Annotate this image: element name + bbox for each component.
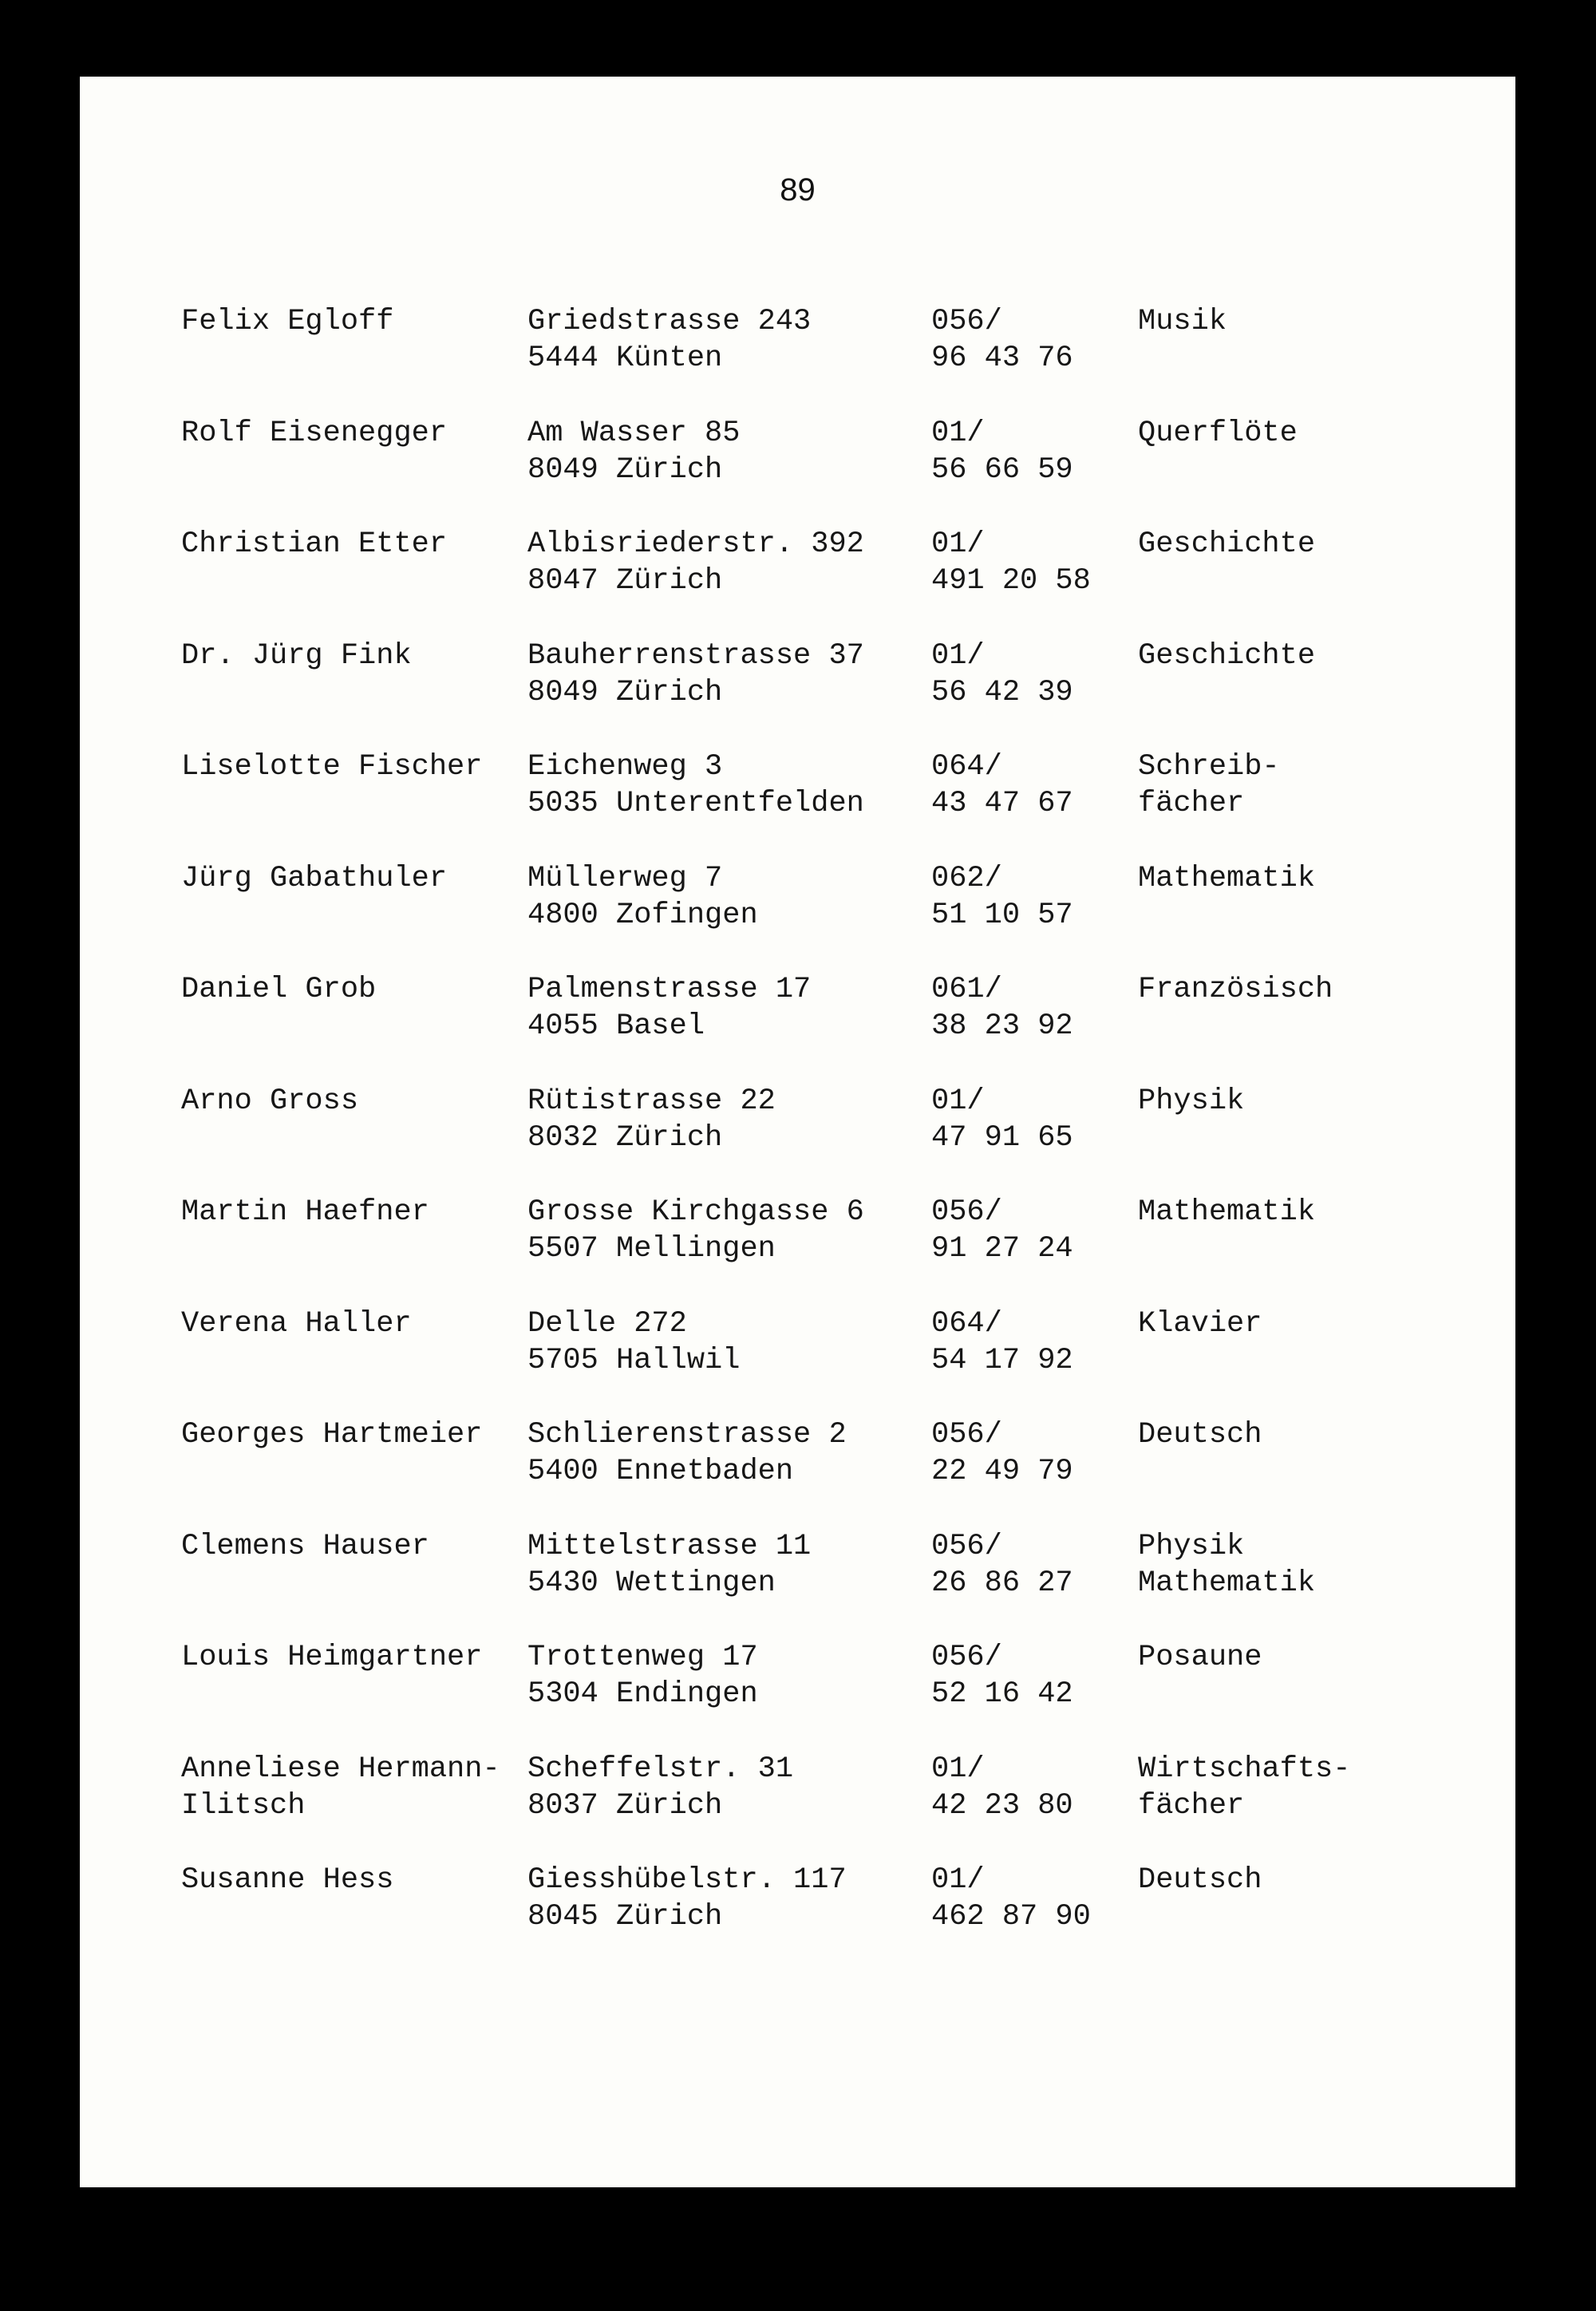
phone-number [931,526,1091,599]
phone-number-line: 491 20 58 [931,564,1091,598]
subject [1138,1194,1315,1231]
address-line: Rütistrasse 22 [527,1084,776,1118]
phone-number-line: 062/ [931,861,1002,895]
address-line: 8049 Zürich [527,452,723,487]
person-name-line: Arno Gross [181,1084,359,1118]
person-name [181,749,482,785]
subject [1138,526,1315,563]
directory-entry [80,1639,1515,1751]
person-name [181,1639,482,1676]
address [527,1306,740,1379]
person-name-line: Anneliese Hermann- [181,1752,500,1786]
directory-entry [80,971,1515,1083]
person-name [181,1416,482,1453]
phone-number [931,1416,1073,1490]
person-name [181,1528,429,1565]
person-name-line: Jürg Gabathuler [181,861,448,895]
address-line: 8037 Zürich [527,1788,723,1823]
address-line: Bauherrenstrasse 37 [527,638,864,673]
subject [1138,1083,1244,1120]
directory-entry [80,415,1515,527]
address-line: 5444 Künten [527,342,723,375]
phone-number [931,1306,1073,1379]
person-name [181,1862,393,1898]
subject-line: fächer [1138,1788,1245,1823]
person-name [181,638,412,674]
person-name-line: Martin Haefner [181,1195,429,1229]
phone-number-line: 01/ [931,527,985,561]
address-line: Grosse Kirchgasse 6 [527,1195,864,1229]
address-line: Schlierenstrasse 2 [527,1418,847,1452]
directory-entry [80,526,1515,638]
phone-number-line: 91 27 24 [931,1232,1073,1266]
subject-line: Deutsch [1138,1863,1262,1897]
subject-line: fächer [1138,787,1245,820]
address-line: Giesshübelstr. 117 [527,1863,847,1897]
person-name [181,526,447,563]
directory-entry [80,1416,1515,1528]
person-name [181,1083,358,1120]
document-page [80,77,1515,2187]
person-name [181,971,376,1008]
address [527,1751,793,1824]
directory-entry [80,1083,1515,1195]
phone-number [931,1083,1073,1156]
subject-line: Musik [1138,305,1227,338]
phone-number-line: 56 66 59 [931,452,1073,487]
address-line: Am Wasser 85 [527,416,741,450]
phone-number-line: 056/ [931,305,1002,338]
person-name-line: Dr. Jürg Fink [181,638,412,673]
directory-entry [80,1862,1515,1973]
phone-number-line: 056/ [931,1529,1002,1563]
subject-line: Klavier [1138,1306,1262,1341]
subject-line: Mathematik [1138,1195,1316,1229]
person-name-line: Christian Etter [181,527,448,561]
subject [1138,1528,1315,1602]
phone-number-line: 01/ [931,1752,985,1786]
address-line: 8045 Zürich [527,1900,723,1934]
phone-number [931,1639,1073,1713]
person-name-line: Susanne Hess [181,1863,394,1897]
address [527,526,864,599]
subject [1138,638,1315,674]
address [527,1639,758,1713]
address [527,1083,776,1156]
phone-number-line: 54 17 92 [931,1343,1073,1377]
directory-entry [80,1751,1515,1863]
phone-number-line: 52 16 42 [931,1677,1073,1711]
address [527,1528,811,1602]
directory-entry [80,1194,1515,1306]
address [527,415,740,488]
phone-number [931,860,1073,934]
subject-line: Französisch [1138,973,1333,1006]
person-name-line: Liselotte Fischer [181,750,483,784]
address-line: 5304 Endingen [527,1677,758,1711]
address-line: Mittelstrasse 11 [527,1529,812,1563]
phone-number-line: 462 87 90 [931,1900,1091,1934]
address [527,1416,847,1490]
subject [1138,1416,1262,1453]
subject-line: Mathematik [1138,1566,1316,1600]
subject-line: Schreib- [1138,750,1280,784]
phone-number-line: 43 47 67 [931,787,1073,820]
address-line: Albisriederstr. 392 [527,527,864,561]
person-name-line: Ilitsch [181,1788,306,1823]
phone-number [931,1862,1091,1935]
address-line: Müllerweg 7 [527,861,723,895]
phone-number [931,1751,1073,1824]
address [527,971,811,1045]
subject [1138,1751,1350,1824]
phone-number [931,1528,1073,1602]
phone-number-line: 01/ [931,1084,985,1118]
directory-entry [80,638,1515,749]
phone-number-line: 01/ [931,416,985,450]
person-name [181,860,447,897]
person-name-line: Felix Egloff [181,305,394,338]
subject [1138,1862,1262,1898]
address [527,1862,847,1935]
address-line: Palmenstrasse 17 [527,973,812,1006]
subject-line: Querflöte [1138,416,1298,450]
address-line: Delle 272 [527,1306,687,1341]
directory-entry [80,1306,1515,1417]
subject [1138,303,1227,340]
phone-number-line: 51 10 57 [931,898,1073,932]
phone-number [931,971,1073,1045]
directory-entry [80,303,1515,415]
address [527,1194,864,1267]
phone-number-line: 056/ [931,1418,1002,1452]
phone-number-line: 056/ [931,1641,1002,1674]
address-line: 8032 Zürich [527,1120,723,1155]
phone-number [931,303,1073,377]
address-line: Griedstrasse 243 [527,305,812,338]
page-number: 89 [780,172,816,207]
person-name [181,303,393,340]
subject-line: Geschichte [1138,527,1316,561]
address [527,638,864,711]
phone-number [931,415,1073,488]
phone-number-line: 01/ [931,1863,985,1897]
person-name-line: Georges Hartmeier [181,1418,483,1452]
phone-number-line: 26 86 27 [931,1566,1073,1600]
person-name-line: Clemens Hauser [181,1529,429,1563]
phone-number-line: 56 42 39 [931,675,1073,709]
person-name [181,1194,429,1231]
subject-line: Wirtschafts- [1138,1752,1351,1786]
address-line: 5430 Wettingen [527,1566,776,1600]
phone-number-line: 064/ [931,750,1002,784]
person-name-line: Daniel Grob [181,973,377,1006]
subject [1138,971,1333,1008]
address-line: 8049 Zürich [527,675,723,709]
person-name-line: Verena Haller [181,1306,412,1341]
subject [1138,860,1315,897]
address-line: Eichenweg 3 [527,750,723,784]
directory-entry [80,1528,1515,1640]
address-line: 5400 Ennetbaden [527,1455,794,1488]
subject-line: Physik [1138,1084,1245,1118]
address [527,860,758,934]
subject [1138,749,1280,822]
address-line: Scheffelstr. 31 [527,1752,794,1786]
subject-line: Deutsch [1138,1418,1262,1452]
phone-number [931,638,1073,711]
subject-line: Posaune [1138,1641,1262,1674]
phone-number [931,749,1073,822]
directory-entry [80,860,1515,972]
directory-list [80,303,1515,1973]
address-line: 4800 Zofingen [527,898,758,932]
person-name-line: Rolf Eisenegger [181,416,448,450]
subject-line: Physik [1138,1529,1245,1563]
address-line: 8047 Zürich [527,564,723,598]
person-name [181,1306,412,1342]
phone-number [931,1194,1073,1267]
subject [1138,415,1298,452]
person-name-line: Louis Heimgartner [181,1641,483,1674]
phone-number-line: 061/ [931,973,1002,1006]
subject [1138,1639,1262,1676]
address-line: Trottenweg 17 [527,1641,758,1674]
address [527,749,864,822]
phone-number-line: 38 23 92 [931,1009,1073,1043]
person-name [181,1751,500,1824]
address-line: 5035 Unterentfelden [527,787,864,820]
address-line: 5507 Mellingen [527,1232,776,1266]
phone-number-line: 42 23 80 [931,1788,1073,1823]
phone-number-line: 01/ [931,638,985,673]
phone-number-line: 064/ [931,1306,1002,1341]
phone-number-line: 47 91 65 [931,1120,1073,1155]
subject [1138,1306,1262,1342]
phone-number-line: 96 43 76 [931,342,1073,375]
address [527,303,811,377]
phone-number-line: 22 49 79 [931,1455,1073,1488]
phone-number-line: 056/ [931,1195,1002,1229]
address-line: 4055 Basel [527,1009,705,1043]
subject-line: Mathematik [1138,861,1316,895]
person-name [181,415,447,452]
directory-entry [80,749,1515,860]
subject-line: Geschichte [1138,638,1316,673]
address-line: 5705 Hallwil [527,1343,741,1377]
